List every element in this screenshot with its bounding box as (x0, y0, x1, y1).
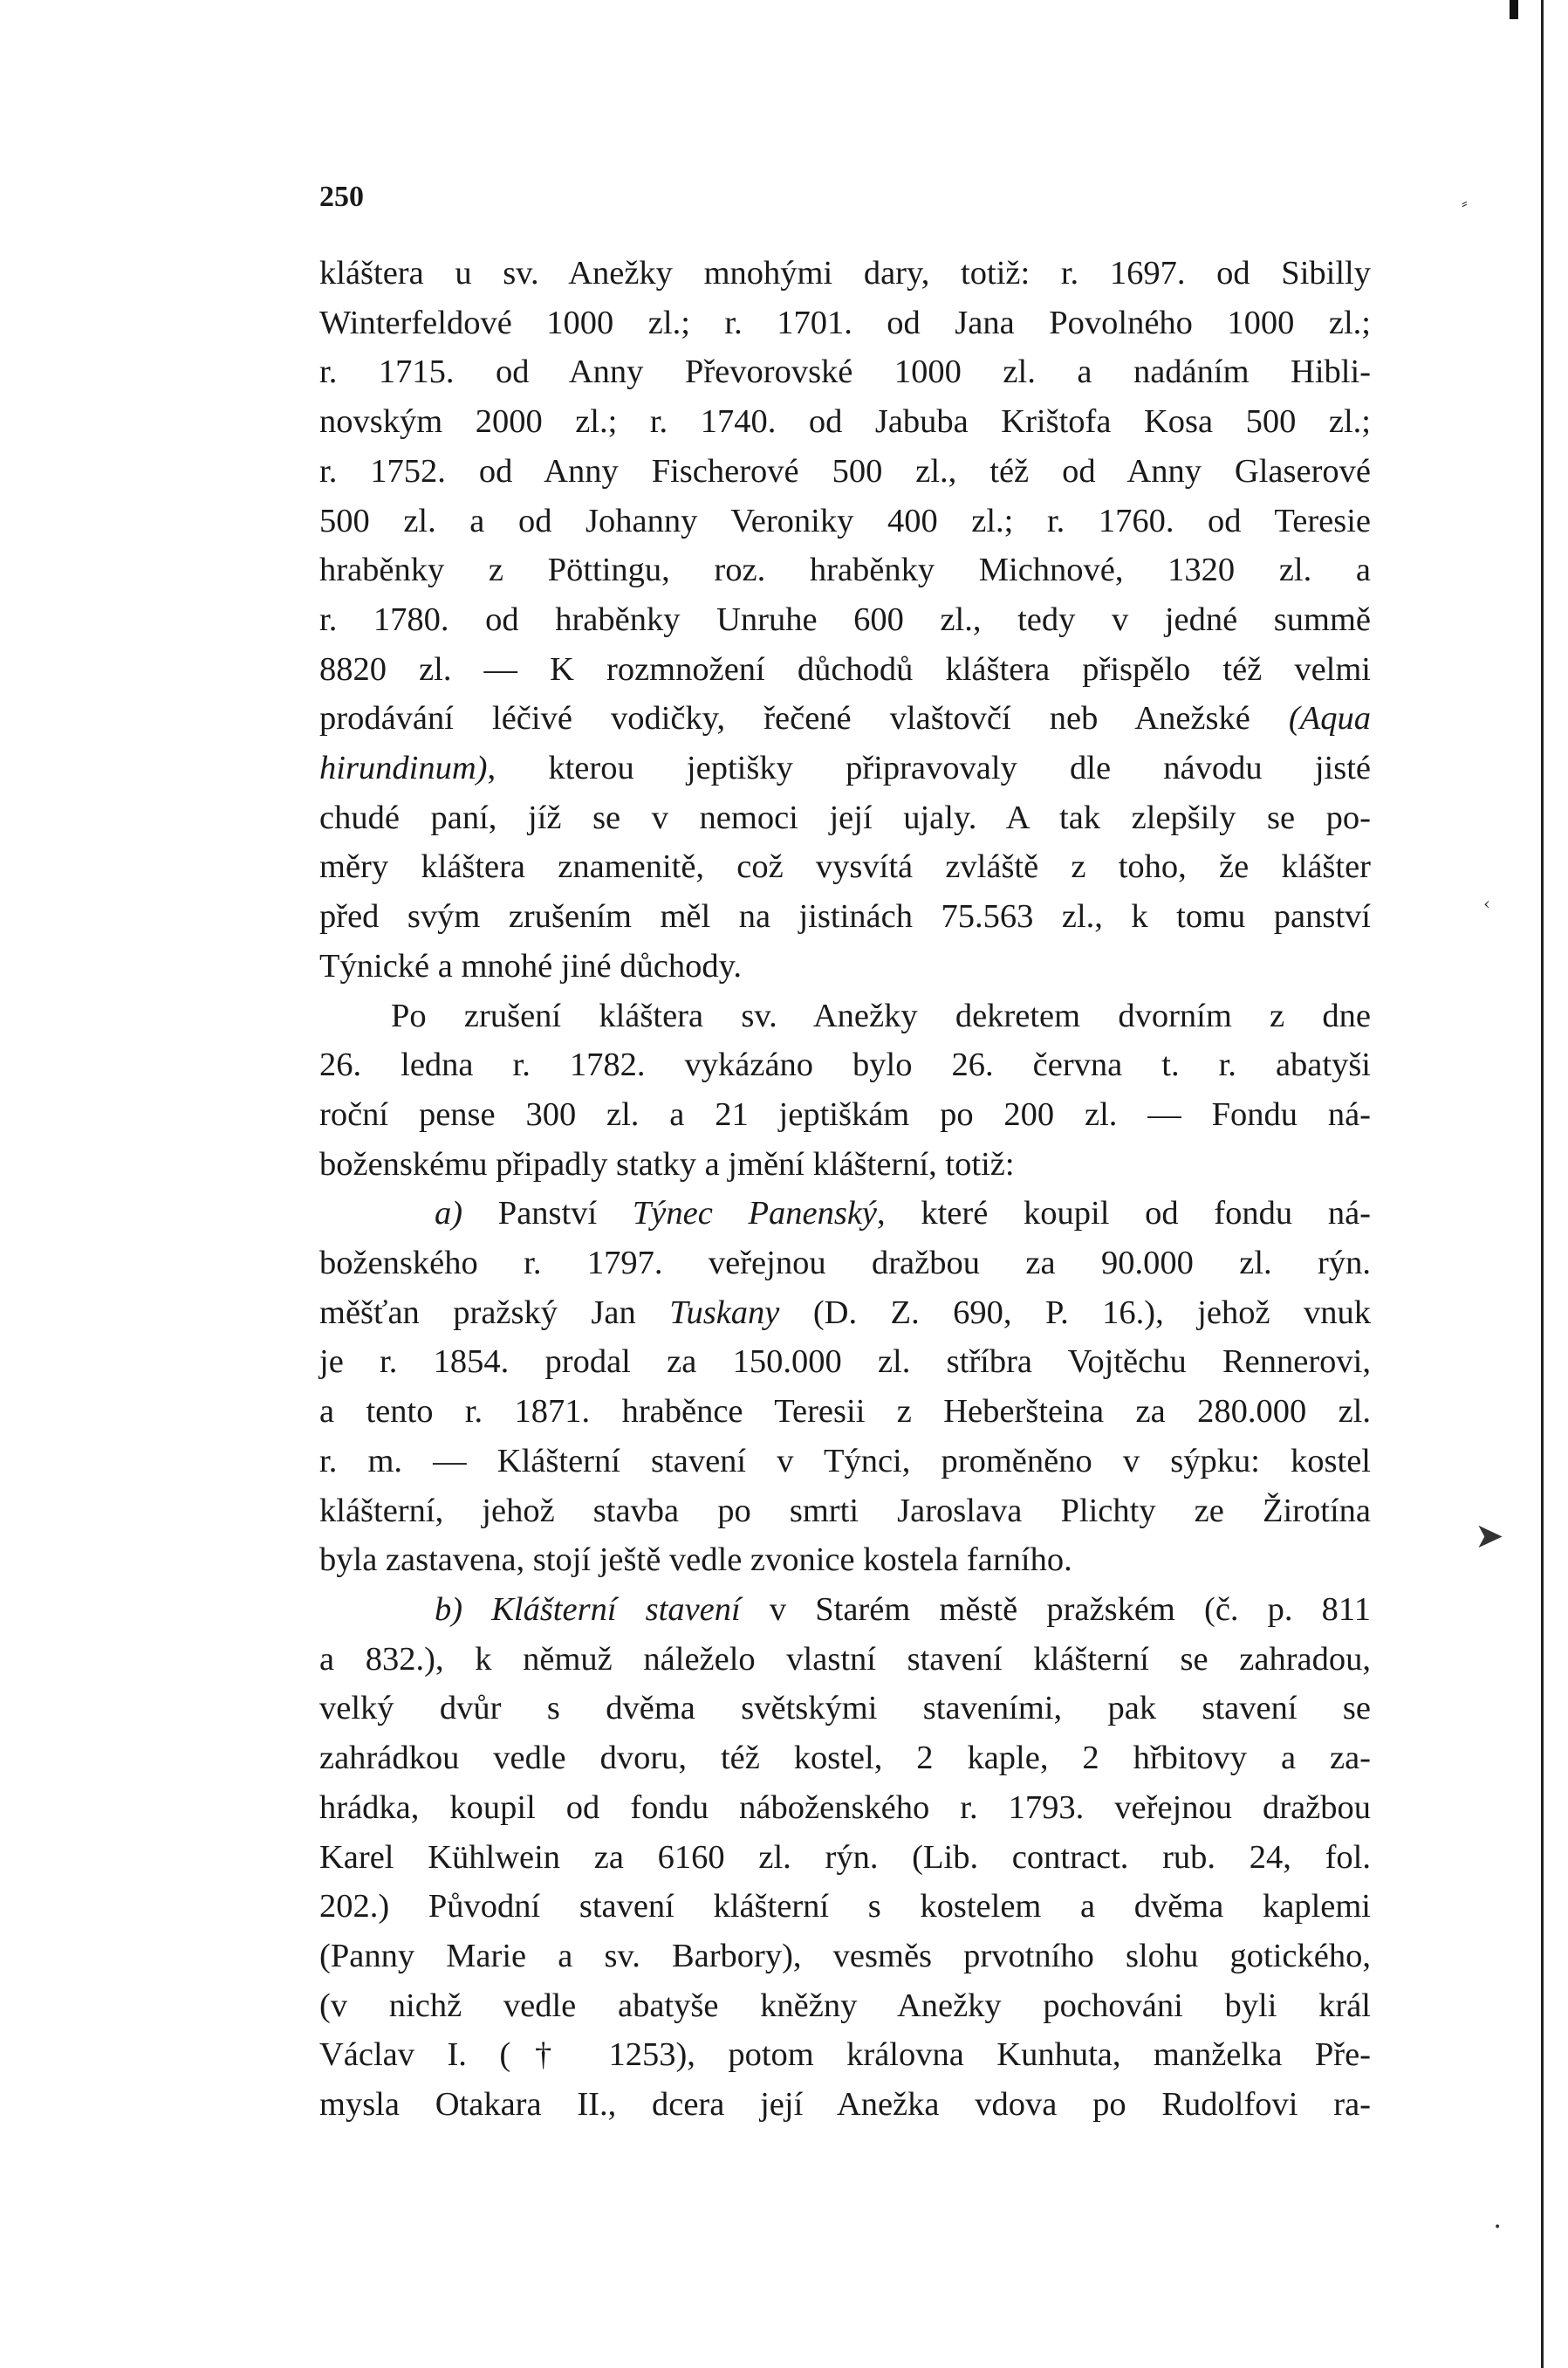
text-line (319, 892, 1371, 942)
text-run: 500 zl. a od Johanny Veroniky 400 zl.; r. 1760. od Teresie (319, 502, 1371, 539)
text-run: (D. Z. 690, P. 16.), jehož vnuk (779, 1294, 1372, 1331)
text-line (319, 1733, 1371, 1783)
text-line (319, 1040, 1371, 1090)
text-run: a tento r. 1871. hraběnce Teresii z Heberšteina za 280.000 zl. (319, 1393, 1371, 1431)
text-line (319, 1486, 1371, 1536)
text-run: zahrádkou vedle dvoru, též kostel, 2 kaple, 2 hřbitovy a za- (319, 1740, 1371, 1777)
text-run: novským 2000 zl.; r. 1740. od Jabuba Krištofa Kosa 500 zl.; (319, 403, 1371, 441)
text-run: prodávání léčivé vodičky, řečené vlaštovčí neb Anežské (319, 700, 1289, 738)
text-line (319, 447, 1371, 497)
text-run: roční pense 300 zl. a 21 jeptiškám po 200 zl. — Fondu ná- (319, 1095, 1371, 1133)
text-run: r. 1715. od Anny Převorovské 1000 zl. a nadáním Hibli- (319, 353, 1371, 391)
text-run: hrádka, koupil od fondu náboženského r. 1793. veřejnou dražbou (319, 1788, 1371, 1826)
text-run: boženskému připadly statky a jmění klášterní, totiž: (319, 1145, 1015, 1183)
italic-text: Týnec Panenský (632, 1195, 878, 1232)
text-run: měry kláštera znamenitě, což vysvítá zvláště z toho, že klášter (319, 848, 1371, 886)
text-line (319, 1783, 1371, 1833)
scan-arrow-mark: ➤ (1475, 1516, 1504, 1556)
text-run: v Starém městě pražském (č. p. 811 (740, 1590, 1371, 1628)
text-run: hraběnky z Pöttingu, roz. hraběnky Michnové, 1320 zl. a (319, 552, 1371, 589)
text-line (319, 744, 1371, 793)
text-run: , které koupil od fondu ná- (877, 1195, 1371, 1232)
text-line (319, 1585, 1371, 1635)
text-run: , kterou jeptišky připravovaly dle návodu jisté (487, 750, 1371, 787)
text-run: boženského r. 1797. veřejnou dražbou za 90.000 zl. rýn. (319, 1245, 1371, 1282)
text-line (319, 1684, 1371, 1733)
italic-text: (Aqua (1288, 700, 1371, 738)
italic-text: Tuskany (669, 1294, 780, 1331)
text-line (319, 546, 1371, 595)
text-line (319, 1337, 1371, 1387)
text-run: je r. 1854. prodal za 150.000 zl. stříbra Vojtěchu Rennerovi, (319, 1343, 1371, 1381)
italic-text: a) (435, 1195, 463, 1232)
text-line (319, 2030, 1371, 2080)
text-line (319, 1288, 1371, 1338)
text-run: klášterní, jehož stavba po smrti Jaroslava Plichty ze Žirotína (319, 1492, 1371, 1529)
text-line (319, 1635, 1371, 1685)
text-run: (v nichž vedle abatyše kněžny Anežky pochováni byli král (319, 1987, 1371, 2024)
italic-text: b) Klášterní stavení (435, 1590, 741, 1628)
text-line (319, 1140, 1371, 1190)
text-run: kláštera u sv. Anežky mnohými dary, totiž: r. 1697. od Sibilly (319, 255, 1371, 292)
text-run: r. m. — Klášterní stavení v Týnci, proměněno v sýpku: kostel (319, 1442, 1371, 1479)
body-text (319, 249, 1371, 2130)
italic-text: hirundinum) (319, 750, 488, 787)
text-line (319, 2080, 1371, 2130)
scan-speck: • (1494, 2220, 1502, 2234)
text-run: chudé paní, jíž se v nemoci její ujaly. A tak zlepšily se po- (319, 799, 1371, 836)
text-run: Panství (462, 1195, 633, 1232)
text-line (319, 645, 1371, 695)
text-run: velký dvůr s dvěma světskými staveními, pak stavení se (319, 1690, 1371, 1727)
text-line (319, 842, 1371, 892)
text-line (319, 1239, 1371, 1288)
text-line (319, 1387, 1371, 1437)
text-line (319, 1981, 1371, 2031)
text-run: 26. ledna r. 1782. vykázáno bylo 26. června t. r. abatyši (319, 1047, 1371, 1084)
text-line (319, 595, 1371, 645)
text-run: a 832.), k němuž náleželo vlastní stavení klášterní se zahradou, (319, 1640, 1371, 1678)
scan-speck: ⸗ (1462, 192, 1468, 213)
text-run: Po zrušení kláštera sv. Anežky dekretem dvorním z dne (391, 997, 1371, 1034)
text-line (319, 1090, 1371, 1140)
text-line (319, 1535, 1371, 1585)
scan-corner-mark (1510, 0, 1518, 19)
text-line (319, 299, 1371, 348)
text-line (319, 793, 1371, 843)
text-run: mysla Otakara II., dcera její Anežka vdova po Rudolfovi ra- (319, 2086, 1371, 2124)
text-line (319, 497, 1371, 546)
text-line (319, 249, 1371, 299)
text-run: Karel Kühlwein za 6160 zl. rýn. (Lib. contract. rub. 24, fol. (319, 1838, 1371, 1876)
text-run: byla zastavena, stojí ještě vedle zvonice kostela farního. (319, 1541, 1072, 1579)
text-run: r. 1780. od hraběnky Unruhe 600 zl., tedy v jedné summě (319, 601, 1371, 638)
text-line (319, 1882, 1371, 1932)
text-line (319, 942, 1371, 992)
page-number: 250 (319, 181, 364, 213)
text-run: (Panny Marie a sv. Barbory), vesměs prvotního slohu gotického, (319, 1937, 1371, 1974)
page-edge-line (1541, 0, 1544, 2368)
text-line (319, 397, 1371, 447)
text-run: 8820 zl. — K rozmnožení důchodů kláštera přispělo též velmi (319, 650, 1371, 688)
text-run: před svým zrušením měl na jistinách 75.563 zl., k tomu panství (319, 898, 1371, 936)
text-line (319, 1189, 1371, 1239)
text-run: 202.) Původní stavení klášterní s kostelem a dvěma kaplemi (319, 1888, 1371, 1925)
text-line (319, 694, 1371, 744)
text-run: Týnické a mnohé jiné důchody. (319, 947, 742, 985)
text-run: Winterfeldové 1000 zl.; r. 1701. od Jana Povolného 1000 zl.; (319, 304, 1371, 341)
text-line (319, 1932, 1371, 1981)
scan-speck: ‹ (1483, 893, 1490, 914)
text-line (319, 992, 1371, 1041)
text-line (319, 1437, 1371, 1486)
text-line (319, 347, 1371, 397)
text-line (319, 1833, 1371, 1883)
text-run: r. 1752. od Anny Fischerové 500 zl., též od Anny Glaserové (319, 452, 1371, 490)
text-run: Václav I. († 1253), potom královna Kunhuta, manželka Pře- (319, 2036, 1371, 2074)
text-run: měšťan pražský Jan (319, 1294, 670, 1331)
